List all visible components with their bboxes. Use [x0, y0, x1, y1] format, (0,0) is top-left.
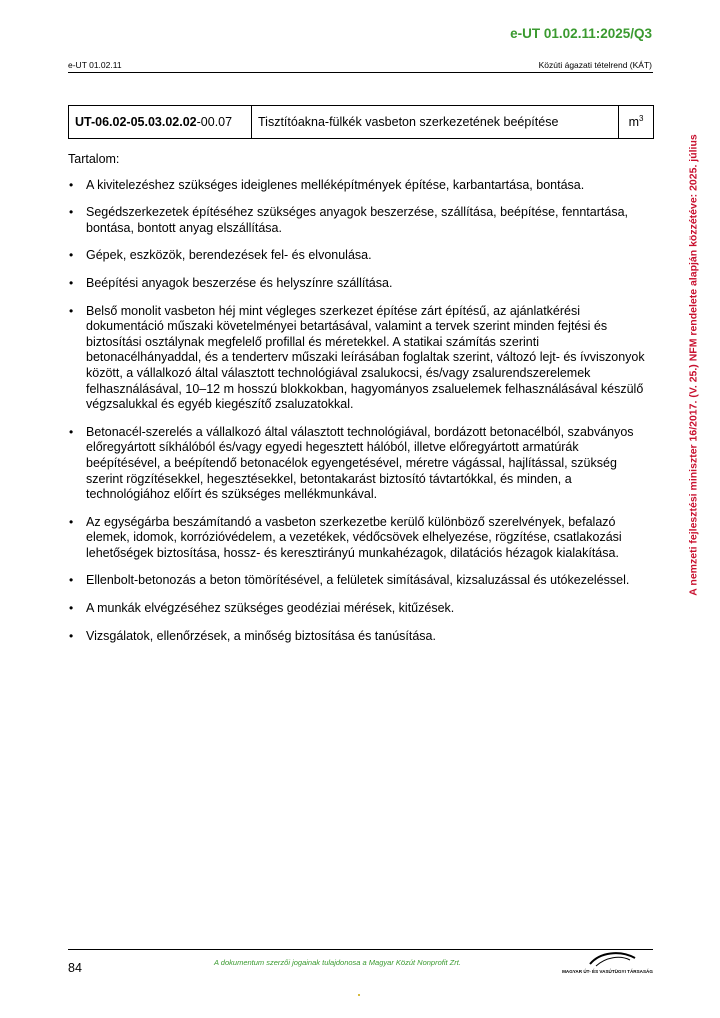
list-item-text: Gépek, eszközök, berendezések fel- és elvonulása. — [86, 248, 372, 263]
bullet-icon: • — [69, 601, 74, 616]
logo-text: MAGYAR ÚT- ÉS VASÚTÜGYI TÁRSASÁG — [562, 969, 653, 974]
list-item-text: Ellenbolt-betonozás a beton tömörítésével, a felületek simításával, kizsaluzással és utókezeléssel. — [86, 573, 630, 588]
header-left-code: e-UT 01.02.11 — [68, 60, 122, 70]
list-item — [68, 425, 653, 503]
list-item — [68, 629, 653, 645]
list-item-text: A munkák elvégzéséhez szükséges geodéziai mérések, kitűzések. — [86, 601, 455, 616]
company-logo — [560, 950, 655, 974]
list-item — [68, 304, 653, 413]
list-item — [68, 573, 653, 589]
item-description: Tisztítóakna-fülkék vasbeton szerkezetének beépítése — [252, 106, 619, 139]
list-item — [68, 276, 653, 292]
header-right-title: Közúti ágazati tételrend (KÁT) — [538, 60, 652, 70]
copyright-note: A dokumentum szerzői jogainak tulajdonosa a Magyar Közút Nonprofit Zrt. — [214, 958, 461, 967]
list-item-text: Vizsgálatok, ellenőrzések, a minőség biztosítása és tanúsítása. — [86, 628, 436, 643]
item-unit-sup: 3 — [638, 114, 644, 124]
list-item-text: Betonacél-szerelés a vállalkozó által választott technológiával, bordázott betonacélból, szabványos előregyártott síkhálóból és/vagy egyedi hegesztett hálóból, illetve előregyártott armatúrák beépítésével, a beépítendő betonacélok egyengetésével, méretre vágással, hajlítással, szükség szerint rögzítésekkel, hegesztésekkel, betontakarást biztosító távtartókkal, és minden, a technológiához előírt és szükséges mellékmunkával. — [86, 424, 634, 502]
list-item-text: Beépítési anyagok beszerzése és helyszínre szállítása. — [86, 275, 393, 290]
item-unit-cell — [619, 106, 654, 139]
document-code: e-UT 01.02.11:2025/Q3 — [510, 26, 652, 41]
item-row — [69, 106, 654, 139]
bullet-icon: • — [69, 248, 74, 263]
bullet-icon: • — [69, 424, 74, 439]
item-table — [68, 105, 654, 139]
bullet-icon: • — [69, 514, 74, 529]
bullet-icon: • — [69, 275, 74, 290]
content-section — [68, 152, 653, 656]
bullet-icon: • — [69, 303, 74, 318]
page-dot — [358, 994, 360, 996]
header-rule — [68, 72, 653, 73]
item-code-bold: UT-06.02-05.03.02.02 — [75, 115, 197, 129]
bullet-icon: • — [69, 573, 74, 588]
list-item — [68, 248, 653, 264]
side-note-text: A nemzeti fejlesztési miniszter 16/2017. (V. 25.) NFM rendelete alapján közzétéve: 2025. július — [688, 134, 701, 596]
item-code-suffix: -00.07 — [196, 115, 233, 129]
content-title: Tartalom: — [68, 152, 120, 166]
item-unit: m — [628, 115, 639, 130]
logo-swoosh-icon — [560, 950, 655, 968]
list-item-text: Az egységárba beszámítandó a vasbeton szerkezetbe kerülő különböző szerelvények, befalazó elemek, idomok, korrózióvédelem, a vezetékek, védőcsövek elhelyezése, rögzítése, csatlakozási lehetőségek biztosítása, hossz- és keresztirányú munkahézagok, dilatációs hézagok kialakítása. — [86, 514, 622, 560]
item-code-cell — [69, 106, 252, 139]
list-item — [68, 205, 653, 236]
bullet-icon: • — [69, 205, 74, 220]
content-list — [68, 178, 653, 645]
list-item — [68, 515, 653, 562]
page-number: 84 — [68, 961, 82, 975]
list-item-text: A kivitelezéshez szükséges ideiglenes melléképítmények építése, karbantartása, bontása. — [86, 177, 585, 192]
side-publication-note — [686, 100, 702, 630]
list-item-text: Belső monolit vasbeton héj mint végleges szerkezet építése zárt építésű, az ajánlatkérési dokumentáció műszaki követelményei betartásával, valamint a tervek szerint minden fejtési és biztosítási osztálynak megfelelő profillal és méretekkel. A statikai számítás szerinti betonacélhányaddal, és a tenderterv műszaki leírásában foglaltak szerint, változó lejt- és ívviszonyok között, a vállalkozó által választott technológiával zsalukocsi, és/vagy zsalurendszerelemek felhasználásával, 10–12 m hosszú blokkokban, hagyományos zsaluelemek felhasználásával készülő végzsalukkal és egyéb kiegészítő zsaluzatokkal. — [86, 303, 645, 412]
list-item — [68, 601, 653, 617]
bullet-icon: • — [69, 628, 74, 643]
list-item-text: Segédszerkezetek építéséhez szükséges anyagok beszerzése, szállítása, beépítése, fenntartása, bontása, bontott anyag elszállítása. — [86, 205, 628, 235]
list-item — [68, 178, 653, 194]
bullet-icon: • — [69, 177, 74, 192]
